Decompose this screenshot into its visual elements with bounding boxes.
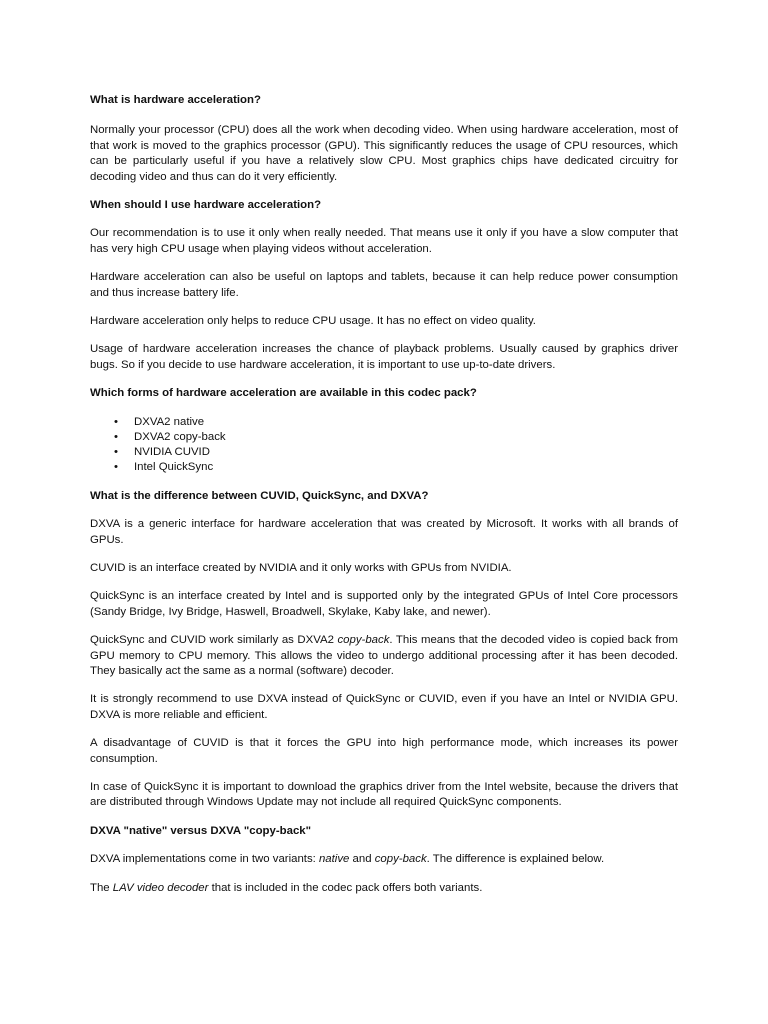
emphasis-lav-video-decoder: LAV video decoder bbox=[112, 881, 209, 894]
list-item bbox=[114, 460, 678, 475]
paragraph-copyback bbox=[90, 633, 678, 679]
paragraph-cuvid: CUVID is an interface created by NVIDIA and it only works with GPUs from NVIDIA. bbox=[90, 561, 512, 574]
heading-native-vs-copyback: DXVA "native" versus DXVA "copy-back" bbox=[90, 824, 312, 837]
paragraph-cpu-only: Hardware acceleration only helps to reduce CPU usage. It has no effect on video quality. bbox=[90, 315, 536, 328]
emphasis-native: native bbox=[318, 853, 350, 866]
text-run: The bbox=[90, 881, 113, 894]
text-run: QuickSync and CUVID work similarly as DXVA2 bbox=[90, 634, 338, 647]
paragraph-lav-decoder bbox=[90, 881, 678, 896]
text-run: . The difference is explained below. bbox=[426, 853, 605, 866]
document-page bbox=[90, 93, 678, 909]
heading-difference: What is the difference between CUVID, QuickSync, and DXVA? bbox=[90, 489, 429, 502]
emphasis-copy-back: copy-back bbox=[337, 634, 390, 647]
list-item bbox=[114, 430, 678, 445]
text-run: . This means that the decoded video is copied back from GPU memory to CPU memory. This allows the video to undergo additional processing after it has been decoded. They basically act the same as a normal (software) decoder. bbox=[90, 634, 678, 677]
list-item bbox=[114, 445, 678, 460]
bullet-icon: • bbox=[114, 415, 118, 428]
paragraph-playback-problems: Usage of hardware acceleration increases the chance of playback problems. Usually caused by graphics driver bugs. So if you decide to use hardware acceleration, it is important to use up-to-date drivers. bbox=[90, 343, 678, 371]
text-run: that is included in the codec pack offers both variants. bbox=[208, 881, 483, 894]
bullet-icon: • bbox=[114, 430, 118, 443]
text-run: and bbox=[349, 853, 375, 866]
heading-what-is-hw-accel: What is hardware acceleration? bbox=[90, 94, 261, 106]
text-run: DXVA implementations come in two variants: bbox=[90, 853, 319, 866]
paragraph-recommend-dxva: It is strongly recommend to use DXVA instead of QuickSync or CUVID, even if you have an Intel or NVIDIA GPU. DXVA is more reliable and efficient. bbox=[90, 693, 678, 721]
paragraph-recommendation: Our recommendation is to use it only when really needed. That means use it only if you have a slow computer that has very high CPU usage when playing videos without acceleration. bbox=[90, 227, 678, 255]
bullet-icon: • bbox=[114, 460, 118, 473]
paragraph-intro: Normally your processor (CPU) does all the work when decoding video. When using hardware acceleration, most of that work is moved to the graphics processor (GPU). This significantly reduces the usage of CPU resources, which can be particularly useful if you have a relatively slow CPU. Most graphics chips have dedicated circuitry for decoding video and thus can do it very efficiently. bbox=[90, 124, 678, 183]
paragraph-cuvid-disadvantage: A disadvantage of CUVID is that it forces the GPU into high performance mode, which increases its power consumption. bbox=[90, 737, 678, 765]
paragraph-dxva: DXVA is a generic interface for hardware acceleration that was created by Microsoft. It works with all brands of GPUs. bbox=[90, 518, 678, 546]
list-item-text: NVIDIA CUVID bbox=[134, 445, 210, 458]
paragraph-quicksync: QuickSync is an interface created by Intel and is supported only by the integrated GPUs of Intel Core processors (Sandy Bridge, Ivy Bridge, Haswell, Broadwell, Skylake, Kaby lake, and newer). bbox=[90, 590, 678, 618]
emphasis-copy-back: copy-back bbox=[374, 853, 427, 866]
paragraph-laptops: Hardware acceleration can also be useful on laptops and tablets, because it can help reduce power consumption and thus increase battery life. bbox=[90, 271, 678, 299]
heading-when-to-use: When should I use hardware acceleration? bbox=[90, 199, 322, 212]
list-item-text: Intel QuickSync bbox=[134, 460, 214, 473]
paragraph-quicksync-driver: In case of QuickSync it is important to download the graphics driver from the Intel website, because the drivers that are distributed through Windows Update may not include all required QuickSync components. bbox=[90, 780, 678, 809]
heading-available-forms: Which forms of hardware acceleration are available in this codec pack? bbox=[90, 387, 477, 400]
list-item-text: DXVA2 copy-back bbox=[134, 430, 226, 443]
bullet-icon: • bbox=[114, 445, 118, 458]
acceleration-forms-list bbox=[90, 415, 678, 475]
paragraph-variants bbox=[90, 852, 678, 867]
list-item-text: DXVA2 native bbox=[134, 415, 205, 428]
list-item bbox=[114, 415, 678, 430]
